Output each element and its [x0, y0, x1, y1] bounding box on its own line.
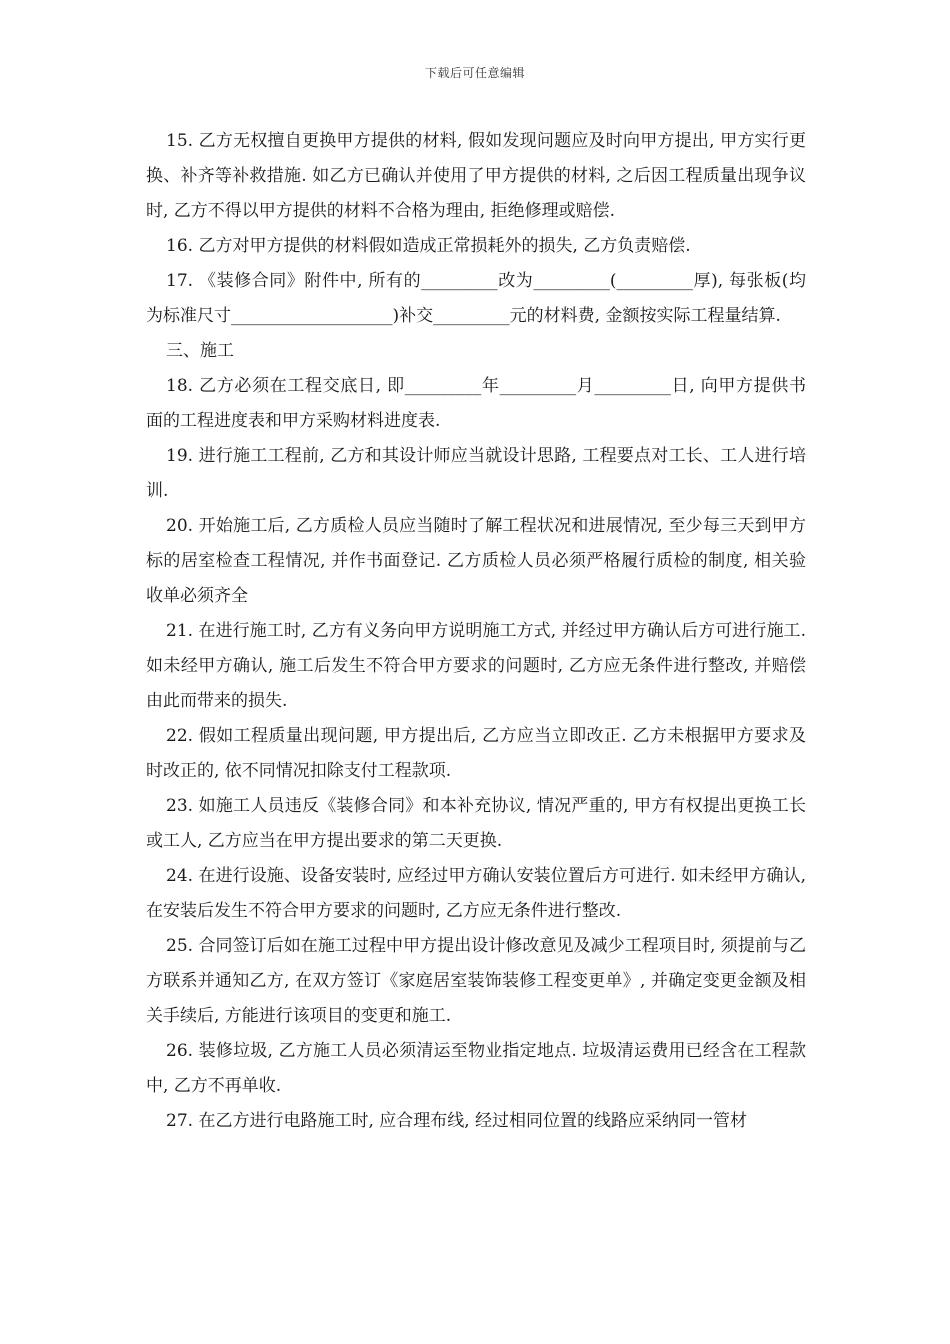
document-body — [146, 124, 806, 1139]
clause-23: 23. 如施工人员违反《装修合同》和本补充协议, 情况严重的, 甲方有权提出更换工长或工人, 乙方应当在甲方提出要求的第二天更换. — [146, 796, 806, 851]
section-heading-construction: 三、施工 — [166, 341, 234, 361]
clause-19: 19. 进行施工工程前, 乙方和其设计师应当就设计思路, 工程要点对工长、工人进行培训. — [146, 446, 806, 501]
clause-18: 18. 乙方必须在工程交底日, 即_________年_________月_________日, 向甲方提供书面的工程进度表和甲方采购材料进度表. — [146, 376, 806, 431]
clause-16: 16. 乙方对甲方提供的材料假如造成正常损耗外的损失, 乙方负责赔偿. — [166, 236, 691, 256]
clause-26: 26. 装修垃圾, 乙方施工人员必须清运至物业指定地点. 垃圾清运费用已经含在工程款中, 乙方不再单收. — [146, 1041, 806, 1096]
clause-22: 22. 假如工程质量出现问题, 甲方提出后, 乙方应当立即改正. 乙方未根据甲方要求及时改正的, 依不同情况扣除支付工程款项. — [146, 726, 806, 781]
clause-21: 21. 在进行施工时, 乙方有义务向甲方说明施工方式, 并经过甲方确认后方可进行施工. 如未经甲方确认, 施工后发生不符合甲方要求的问题时, 乙方应无条件进行整改, 并赔偿由此而带来的损失. — [146, 621, 806, 711]
page-header-note: 下载后可任意编辑 — [424, 66, 525, 80]
clause-15: 15. 乙方无权擅自更换甲方提供的材料, 假如发现问题应及时向甲方提出, 甲方实行更换、补齐等补救措施. 如乙方已确认并使用了甲方提供的材料, 之后因工程质量出现争议时, 乙方不得以甲方提供的材料不合格为理由, 拒绝修理或赔偿. — [146, 131, 806, 221]
clause-27: 27. 在乙方进行电路施工时, 应合理布线, 经过相同位置的线路应采纳同一管材 — [166, 1111, 748, 1131]
clause-24: 24. 在进行设施、设备安装时, 应经过甲方确认安装位置后方可进行. 如未经甲方确认, 在安装后发生不符合甲方要求的问题时, 乙方应无条件进行整改. — [146, 866, 806, 921]
clause-20: 20. 开始施工后, 乙方质检人员应当随时了解工程状况和进展情况, 至少每三天到甲方标的居室检查工程情况, 并作书面登记. 乙方质检人员必须严格履行质检的制度, 相关验收单必须齐全 — [146, 516, 806, 606]
clause-17: 17. 《装修合同》附件中, 所有的_________改为_________(_________厚), 每张板(均为标准尺寸___________________)补交_________元的材料费, 金额按实际工程量结算. — [146, 271, 806, 326]
clause-25: 25. 合同签订后如在施工过程中甲方提出设计修改意见及减少工程项目时, 须提前与乙方联系并通知乙方, 在双方签订《家庭居室装饰装修工程变更单》, 并确定变更金额及相关手续后, 方能进行该项目的变更和施工. — [146, 936, 806, 1026]
